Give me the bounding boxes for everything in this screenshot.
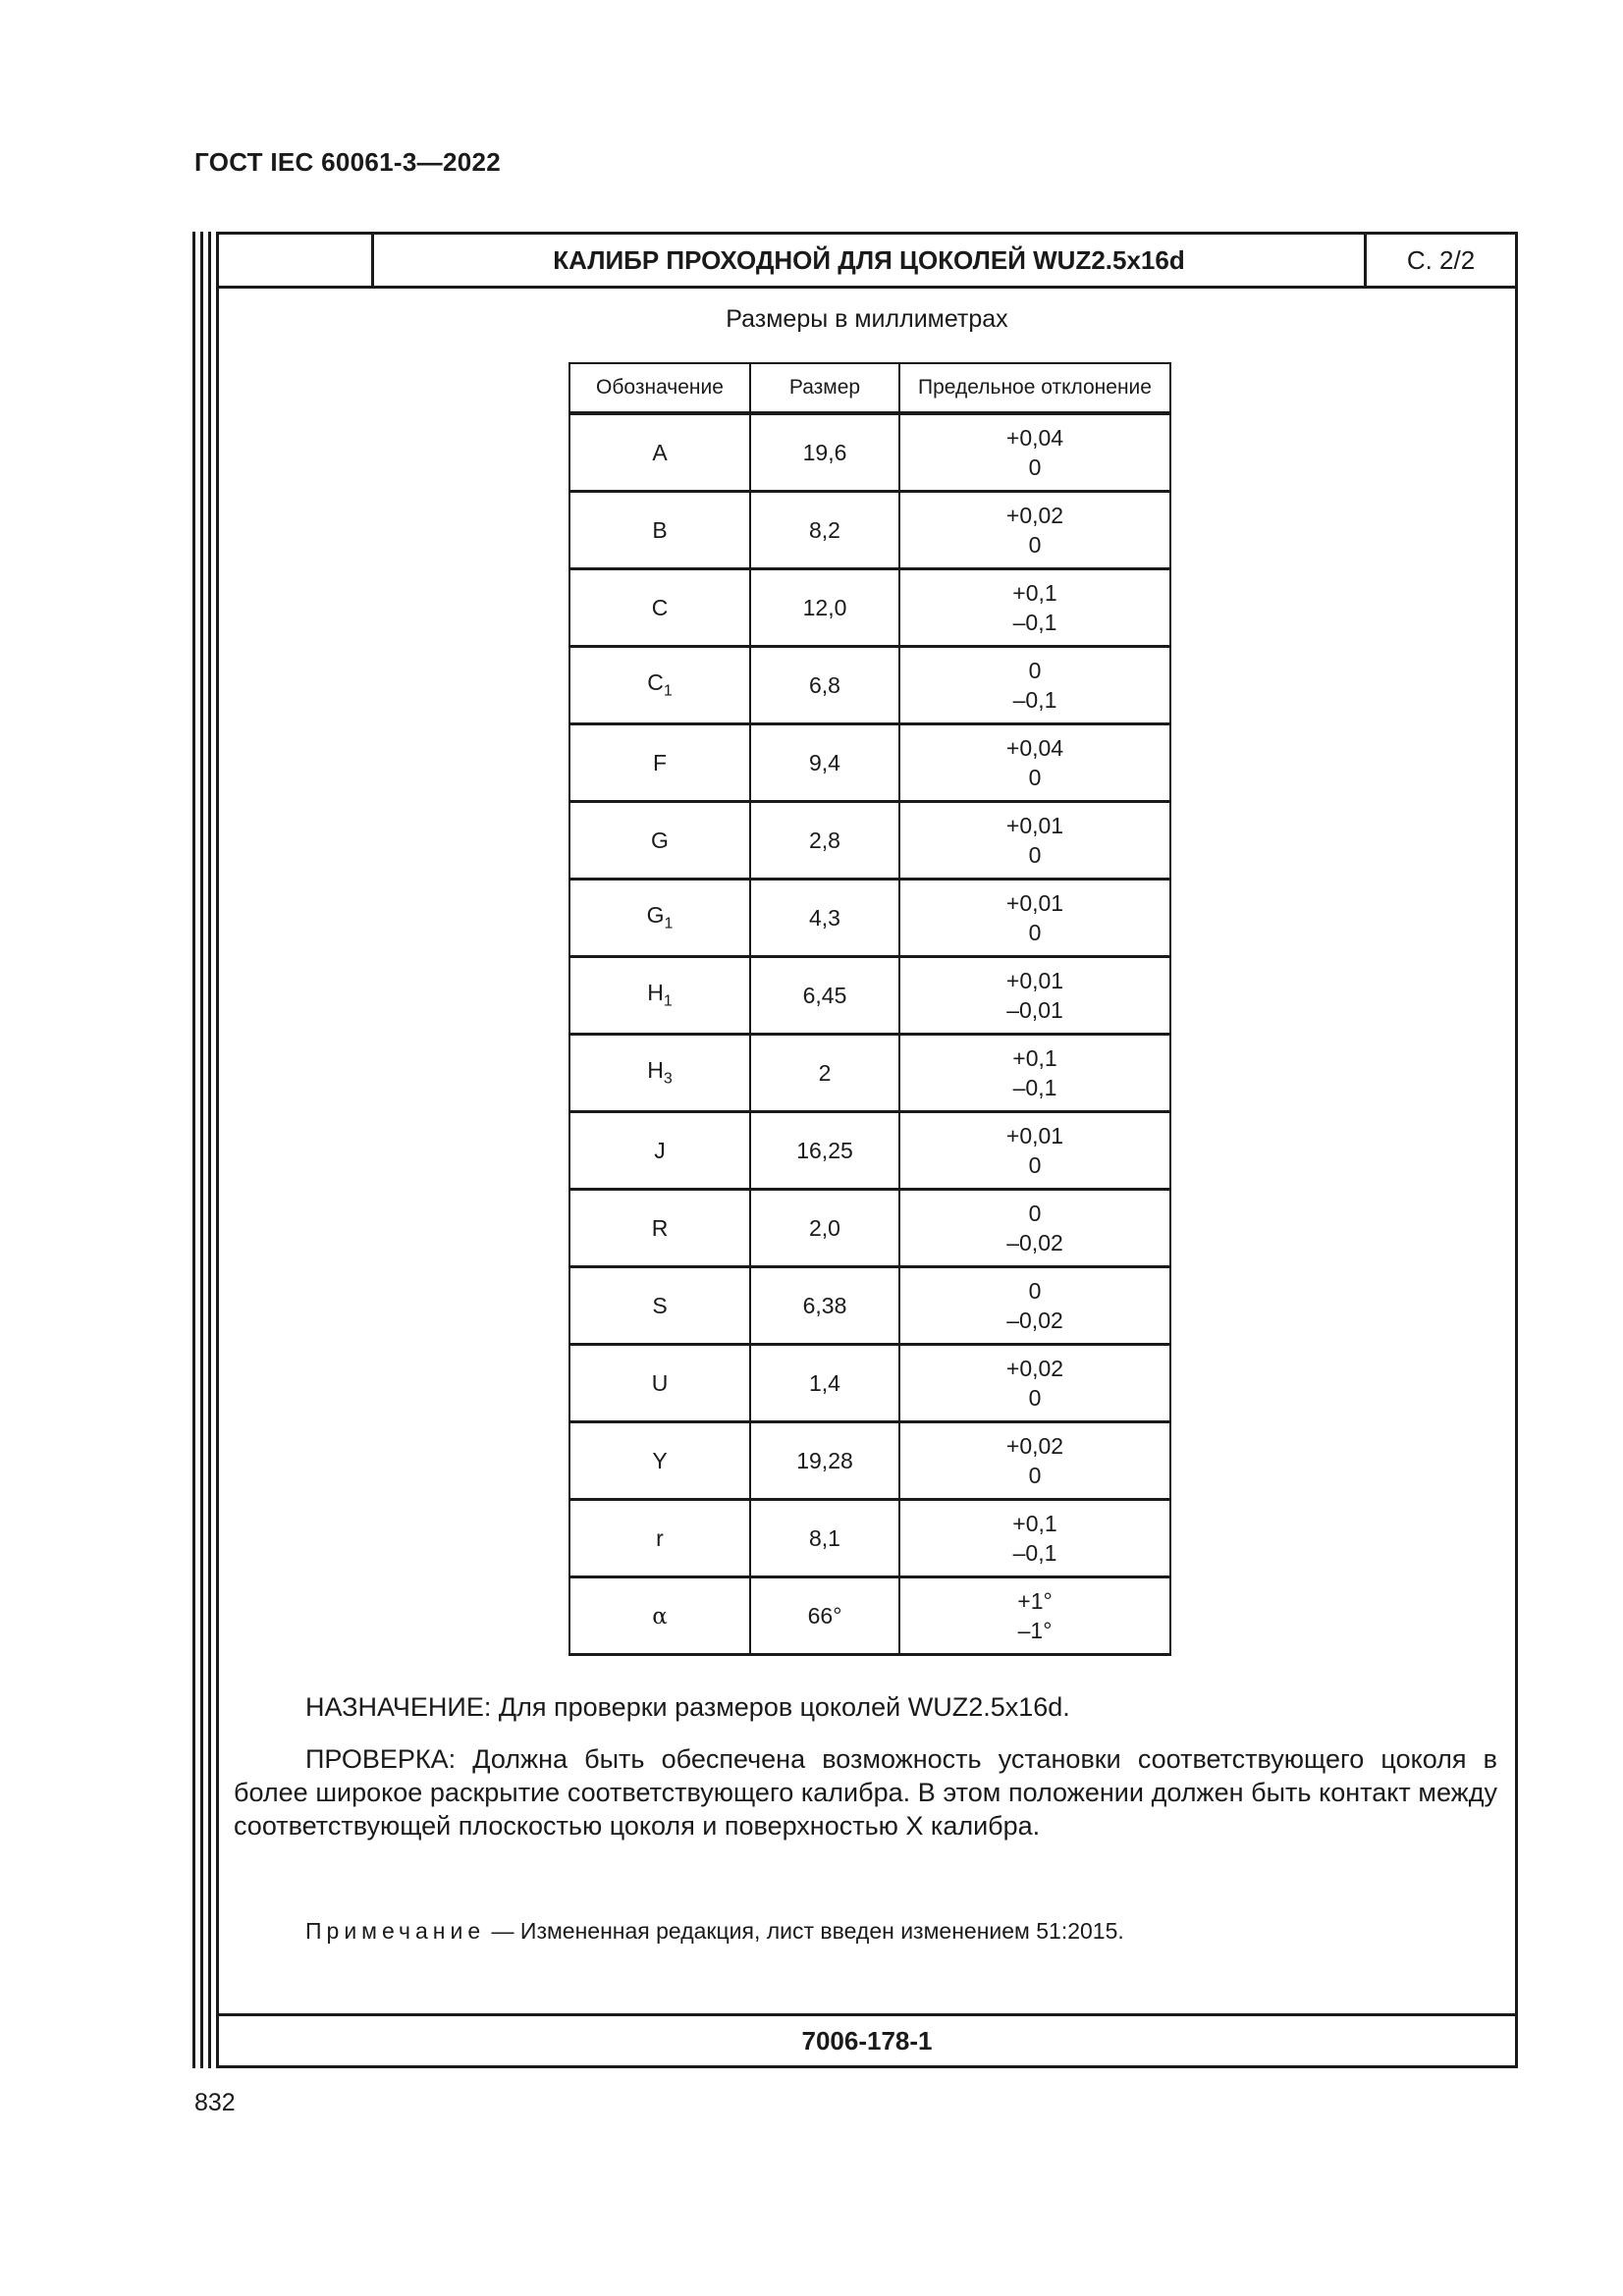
deviation-upper: +0,02	[1005, 503, 1064, 528]
deviation-lower: 0	[1028, 842, 1042, 868]
deviation-lower: 0	[1028, 765, 1042, 790]
cell-symbol	[569, 1267, 750, 1345]
symbol-text: J	[654, 1137, 666, 1163]
table-row	[569, 413, 1170, 492]
purpose-text: НАЗНАЧЕНИЕ: Для проверки размеров цоколей WUZ2.5x16d.	[305, 1692, 1070, 1722]
symbol-text: C	[647, 669, 664, 696]
symbol-text: B	[652, 516, 668, 543]
cell-deviation	[899, 957, 1170, 1035]
cell-deviation	[899, 647, 1170, 724]
cell-symbol	[569, 1035, 750, 1112]
table-header-row	[569, 363, 1170, 413]
table-row	[569, 492, 1170, 569]
cell-size: 19,6	[750, 413, 899, 492]
title-blank-cell	[219, 235, 374, 286]
cell-deviation	[899, 569, 1170, 647]
symbol-subscript: 3	[663, 1070, 673, 1088]
deviation-upper: +0,01	[1005, 813, 1064, 838]
deviation-lower: –0,02	[1006, 1308, 1063, 1333]
cell-symbol	[569, 1190, 750, 1267]
cell-size: 1,4	[750, 1345, 899, 1422]
symbol-text: U	[651, 1369, 669, 1396]
symbol-subscript: 1	[663, 992, 673, 1010]
deviation-upper: +1°	[1017, 1588, 1053, 1614]
deviation-lower: –1°	[1017, 1618, 1053, 1643]
table-row	[569, 1345, 1170, 1422]
sheet-title: КАЛИБР ПРОХОДНОЙ ДЛЯ ЦОКОЛЕЙ WUZ2.5x16d	[374, 235, 1367, 286]
deviation-lower: –0,01	[1006, 997, 1063, 1023]
cell-size: 8,2	[750, 492, 899, 569]
cell-deviation	[899, 1577, 1170, 1655]
deviation-lower: –0,1	[1012, 1075, 1057, 1100]
deviation-lower: –0,02	[1006, 1230, 1063, 1255]
cell-size: 12,0	[750, 569, 899, 647]
table-row	[569, 1422, 1170, 1500]
cell-symbol	[569, 492, 750, 569]
table-row	[569, 1112, 1170, 1190]
deviation-upper: +0,02	[1005, 1433, 1064, 1459]
table-row	[569, 880, 1170, 957]
cell-symbol	[569, 724, 750, 802]
deviation-lower: –0,1	[1012, 687, 1057, 713]
cell-size: 8,1	[750, 1500, 899, 1577]
cell-symbol	[569, 1345, 750, 1422]
cell-symbol	[569, 569, 750, 647]
table-row	[569, 802, 1170, 880]
deviation-upper: +0,1	[1012, 1045, 1057, 1071]
deviation-upper: +0,1	[1012, 1511, 1057, 1536]
cell-symbol	[569, 802, 750, 880]
symbol-subscript: 1	[663, 682, 673, 700]
cell-deviation	[899, 802, 1170, 880]
deviation-lower: 0	[1028, 454, 1042, 480]
symbol-text: S	[652, 1292, 668, 1318]
deviation-lower: –0,1	[1012, 610, 1057, 635]
deviation-lower: 0	[1028, 1463, 1042, 1488]
symbol-text: α	[652, 1603, 668, 1629]
table-row	[569, 1267, 1170, 1345]
cell-deviation	[899, 1345, 1170, 1422]
page-number: 832	[194, 2089, 236, 2116]
symbol-subscript: 1	[664, 915, 674, 933]
deviation-lower: –0,1	[1012, 1540, 1057, 1566]
table-row	[569, 647, 1170, 724]
cell-deviation	[899, 1035, 1170, 1112]
dimensions-table	[568, 362, 1171, 1656]
deviation-upper: +0,01	[1005, 1123, 1064, 1148]
symbol-text: H	[647, 1057, 664, 1084]
deviation-upper: 0	[1028, 658, 1042, 683]
cell-deviation	[899, 1112, 1170, 1190]
table-row	[569, 957, 1170, 1035]
symbol-text: Y	[652, 1447, 668, 1473]
cell-deviation	[899, 1422, 1170, 1500]
symbol-text: G	[651, 827, 669, 853]
cell-symbol	[569, 413, 750, 492]
header-size: Размер	[750, 363, 899, 413]
cell-symbol	[569, 1500, 750, 1577]
cell-symbol	[569, 1112, 750, 1190]
deviation-lower: 0	[1028, 1385, 1042, 1411]
cell-deviation	[899, 492, 1170, 569]
note	[305, 1918, 1124, 1945]
note-label: Примечание	[305, 1918, 486, 1944]
cell-symbol	[569, 1577, 750, 1655]
cell-deviation	[899, 724, 1170, 802]
cell-size: 6,45	[750, 957, 899, 1035]
cell-size: 4,3	[750, 880, 899, 957]
cell-size: 9,4	[750, 724, 899, 802]
cell-size: 19,28	[750, 1422, 899, 1500]
cell-deviation	[899, 1190, 1170, 1267]
symbol-text: r	[656, 1524, 664, 1551]
deviation-lower: 0	[1028, 532, 1042, 558]
sheet-code: 7006-178-1	[219, 2013, 1515, 2065]
deviation-upper: +0,04	[1005, 425, 1064, 451]
title-row	[219, 235, 1515, 289]
deviation-upper: +0,1	[1012, 580, 1057, 606]
cell-deviation	[899, 413, 1170, 492]
check-text: ПРОВЕРКА: Должна быть обеспечена возможность установки соответствующего цоколя в более широкое раскрытие соответствующего калибра. В этом положении должен быть контакт между соответствующей плоскостью цоколя и поверхностью X калибра.	[234, 1744, 1497, 1841]
sheet-page: С. 2/2	[1406, 244, 1476, 275]
margin-rule-3	[208, 232, 211, 2068]
table-row	[569, 1190, 1170, 1267]
symbol-text: F	[652, 749, 668, 775]
cell-size: 2,0	[750, 1190, 899, 1267]
deviation-upper: +0,04	[1005, 735, 1064, 761]
symbol-text: A	[652, 439, 668, 465]
symbol-text: R	[651, 1214, 669, 1241]
cell-symbol	[569, 1422, 750, 1500]
cell-deviation	[899, 1500, 1170, 1577]
cell-size: 2	[750, 1035, 899, 1112]
margin-rule-1	[192, 232, 195, 2068]
cell-size: 6,38	[750, 1267, 899, 1345]
cell-symbol	[569, 647, 750, 724]
cell-size: 66°	[750, 1577, 899, 1655]
margin-rule-2	[200, 232, 203, 2068]
cell-symbol	[569, 880, 750, 957]
symbol-text: H	[647, 980, 664, 1006]
deviation-upper: 0	[1028, 1278, 1042, 1304]
header-deviation: Предельное отклонение	[899, 363, 1170, 413]
deviation-lower: 0	[1028, 1152, 1042, 1178]
cell-deviation	[899, 1267, 1170, 1345]
cell-symbol	[569, 957, 750, 1035]
deviation-upper: +0,01	[1005, 968, 1064, 993]
sheet-frame	[216, 232, 1518, 2068]
cell-size: 16,25	[750, 1112, 899, 1190]
table-row	[569, 1035, 1170, 1112]
table-row	[569, 1577, 1170, 1655]
table-row	[569, 569, 1170, 647]
table-row	[569, 724, 1170, 802]
cell-size: 6,8	[750, 647, 899, 724]
header-symbol: Обозначение	[569, 363, 750, 413]
document-header: ГОСТ IEC 60061-3—2022	[194, 147, 501, 177]
deviation-upper: 0	[1028, 1201, 1042, 1226]
units-caption: Размеры в миллиметрах	[726, 305, 1008, 333]
cell-size: 2,8	[750, 802, 899, 880]
table-row	[569, 1500, 1170, 1577]
deviation-upper: +0,01	[1005, 890, 1064, 916]
symbol-text: G	[646, 902, 665, 929]
deviation-upper: +0,02	[1005, 1356, 1064, 1381]
cell-deviation	[899, 880, 1170, 957]
symbol-text: C	[651, 594, 669, 620]
note-text: — Измененная редакция, лист введен изменением 51:2015.	[485, 1918, 1124, 1944]
deviation-lower: 0	[1028, 920, 1042, 945]
